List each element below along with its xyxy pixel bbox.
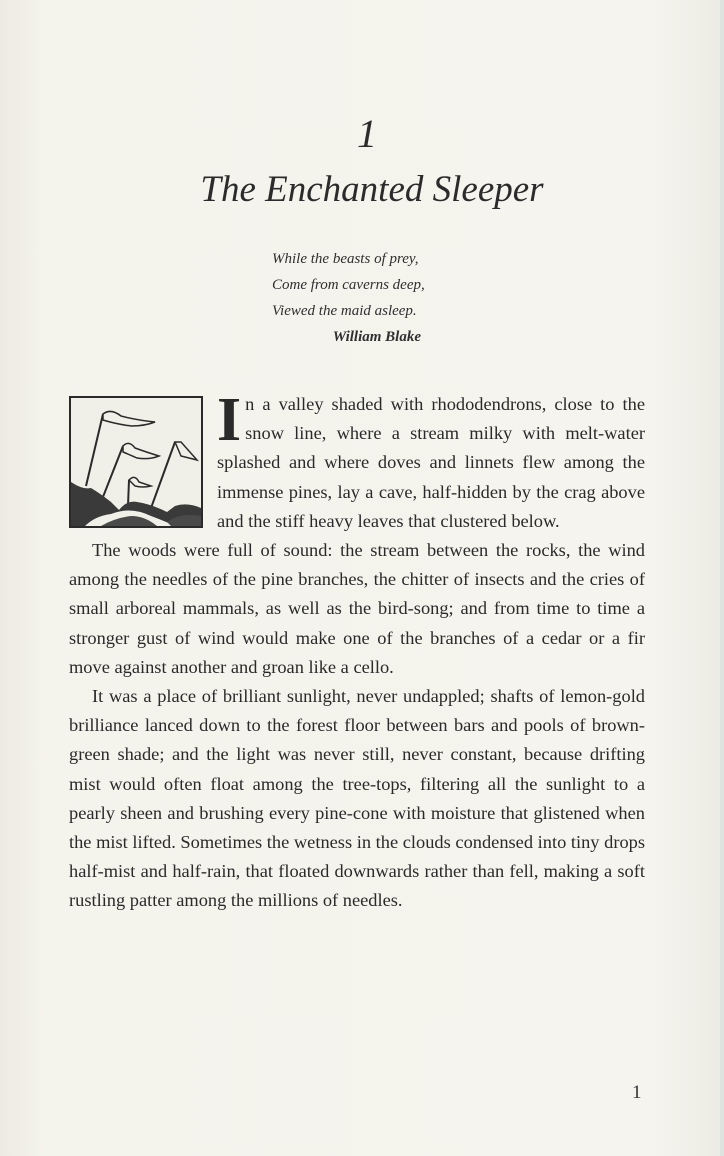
epigraph-attribution: William Blake [332, 329, 421, 345]
chapter-body [69, 386, 645, 916]
paragraph-2: The woods were full of sound: the stream between the rocks, the wind among the needles of the pine branches, the chitter of insects and the cries of small arboreal mammals, as well as the bird-song; and from time to time a stronger gust of wind would make one of the branches of a cedar or a fir move against another and groan like a cello. [69, 540, 645, 677]
drop-cap: I [217, 386, 242, 454]
chapter-title: The Enchanted Sleeper [200, 169, 544, 210]
epigraph [272, 246, 425, 350]
chapter-number: 1 [357, 111, 377, 156]
paragraph-1 [69, 386, 645, 536]
epigraph-line: While the beasts of prey, [272, 251, 419, 267]
paragraph-text: n a valley shaded with rhododendrons, close to the snow line, where a stream milky with melt-water splashed and where doves and linnets flew among the immense pines, lay a cave, half-hidden by the crag above and the stiff heavy leaves that clustered below. [217, 394, 645, 531]
epigraph-line: Viewed the maid asleep. [272, 303, 417, 319]
epigraph-line: Come from caverns deep, [272, 277, 425, 293]
mountain-flags-woodcut-icon [69, 396, 203, 528]
page-number: 1 [632, 1082, 642, 1103]
paragraph-3: It was a place of brilliant sunlight, never undappled; shafts of lemon-gold brilliance lanced down to the forest floor between bars and pools of brown-green shade; and the light was never still, never constant, because drifting mist would often float among the tree-tops, filtering all the sunlight to a pearly sheen and brushing every pine-cone with moisture that glistened when the mist lifted. Sometimes the wetness in the clouds condensed into tiny drops half-mist and half-rain, that floated downwards rather than fell, making a soft rustling patter among the millions of needles. [69, 686, 645, 911]
